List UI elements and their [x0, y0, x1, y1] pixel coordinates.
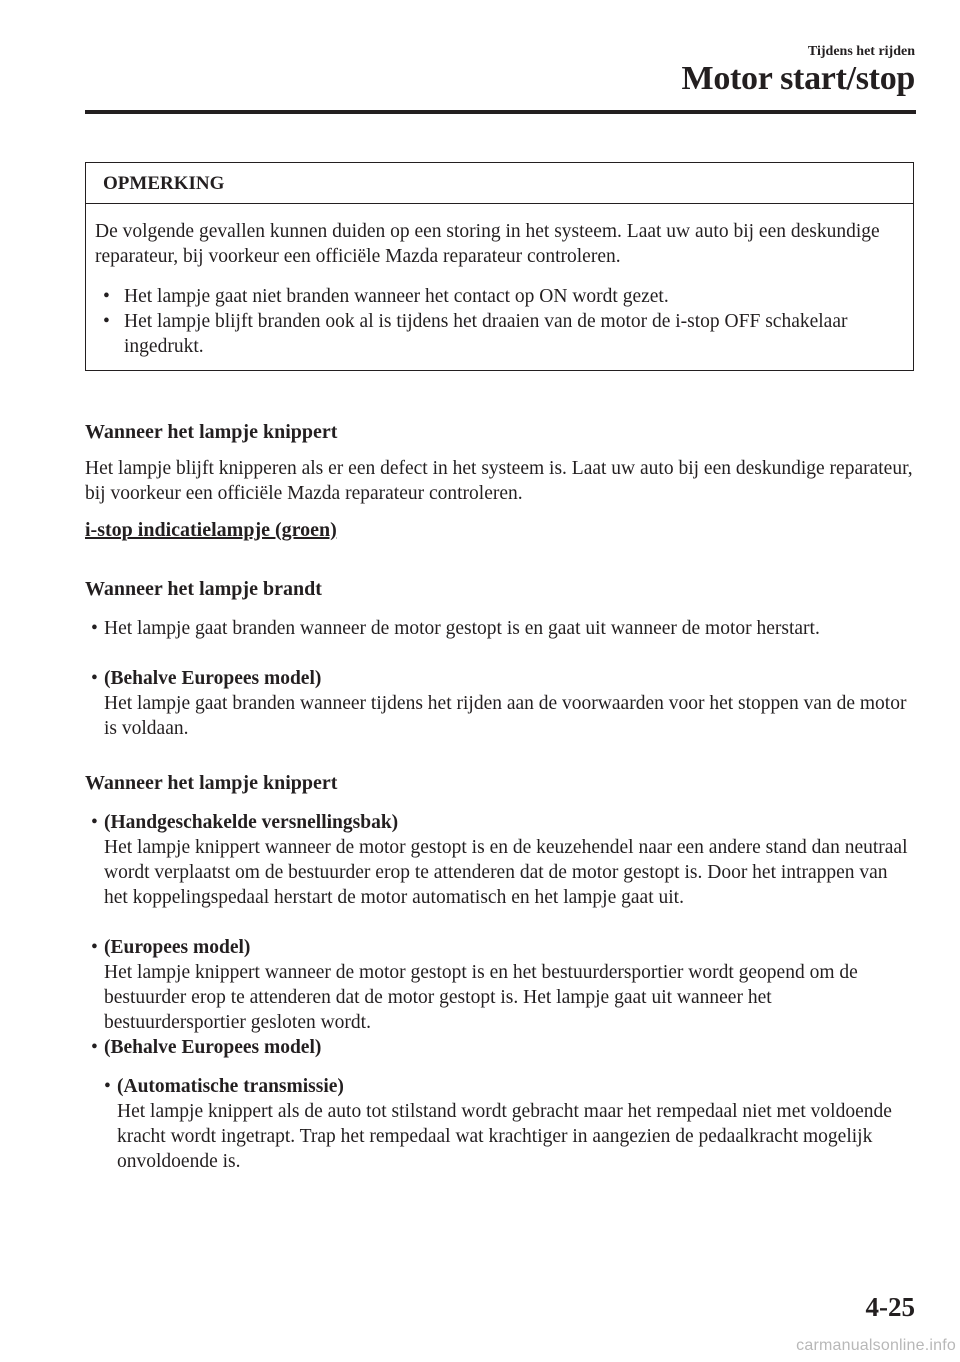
bullet-dot: •	[91, 937, 98, 958]
note-bullet-text: Het lampje blijft branden ook al is tijdens het draaien van de motor de i-stop OFF schakelaar ingedrukt.	[124, 311, 848, 357]
bullet-dot: •	[103, 286, 110, 307]
list-item	[91, 810, 911, 910]
section-heading: Wanneer het lampje knippert	[85, 772, 338, 794]
bullet-dot: •	[103, 311, 110, 332]
watermark: carmanualsonline.info	[796, 1337, 956, 1354]
subsection-title: i-stop indicatielampje (groen)	[85, 519, 337, 541]
list-item	[91, 1035, 911, 1060]
header-rule	[85, 110, 916, 114]
item-text: Het lampje gaat branden wanneer tijdens het rijden aan de voorwaarden voor het stoppen van de motor is voldaan.	[104, 693, 907, 739]
bullet-dot: •	[91, 618, 98, 639]
section-heading: Wanneer het lampje knippert	[85, 421, 338, 443]
item-label: (Behalve Europees model)	[104, 668, 322, 689]
note-title: OPMERKING	[103, 173, 225, 194]
note-box	[85, 162, 914, 371]
note-text: De volgende gevallen kunnen duiden op een storing in het systeem. Laat uw auto bij een deskundige reparateur, bij voorkeur een officiële Mazda reparateur controleren.	[95, 221, 880, 267]
bullet-dot: •	[91, 668, 98, 689]
bullet-dot: •	[91, 812, 98, 833]
note-bullet	[103, 309, 898, 359]
list-item	[91, 666, 911, 741]
nested-list-item	[104, 1074, 914, 1174]
section-heading: Wanneer het lampje brandt	[85, 578, 322, 600]
item-text: Het lampje knippert wanneer de motor gestopt is en de keuzehendel naar een andere stand dan neutraal wordt verplaatst om de bestuurder erop te attenderen dat de motor gestopt is. Door het intrappen van het koppelingspedaal herstart de motor automatisch en het lampje gaat uit.	[104, 837, 908, 908]
item-label: (Europees model)	[104, 937, 251, 958]
paragraph: Het lampje blijft knipperen als er een defect in het systeem is. Laat uw auto bij een deskundige reparateur, bij voorkeur een officiële Mazda reparateur controleren.	[85, 458, 913, 504]
list-item	[91, 935, 911, 1035]
item-label: (Handgeschakelde versnellingsbak)	[104, 812, 399, 833]
page-title: Motor start/stop	[681, 60, 915, 97]
note-bullet-text: Het lampje gaat niet branden wanneer het contact op ON wordt gezet.	[124, 286, 669, 307]
note-divider	[86, 203, 913, 204]
item-label: (Automatische transmissie)	[117, 1076, 344, 1097]
bullet-dot: •	[91, 1037, 98, 1058]
section-header: Tijdens het rijden	[807, 44, 915, 59]
note-bullet	[103, 284, 898, 309]
page-number: 4-25	[865, 1292, 915, 1322]
item-text: Het lampje knippert wanneer de motor gestopt is en het bestuurdersportier wordt geopend om de bestuurder erop te attenderen dat de motor gestopt is. Het lampje gaat uit wanneer het bestuurdersportier gesloten wordt.	[104, 962, 858, 1033]
list-item	[91, 616, 911, 641]
item-label: (Behalve Europees model)	[104, 1037, 322, 1058]
item-text: Het lampje gaat branden wanneer de motor gestopt is en gaat uit wanneer de motor herstart.	[104, 618, 820, 639]
bullet-dot: •	[104, 1076, 111, 1097]
item-text: Het lampje knippert als de auto tot stilstand wordt gebracht maar het rempedaal niet met voldoende kracht wordt ingetrapt. Trap het rempedaal wat krachtiger in aangezien de pedaalkracht mogelijk onvoldoende is.	[117, 1101, 892, 1172]
